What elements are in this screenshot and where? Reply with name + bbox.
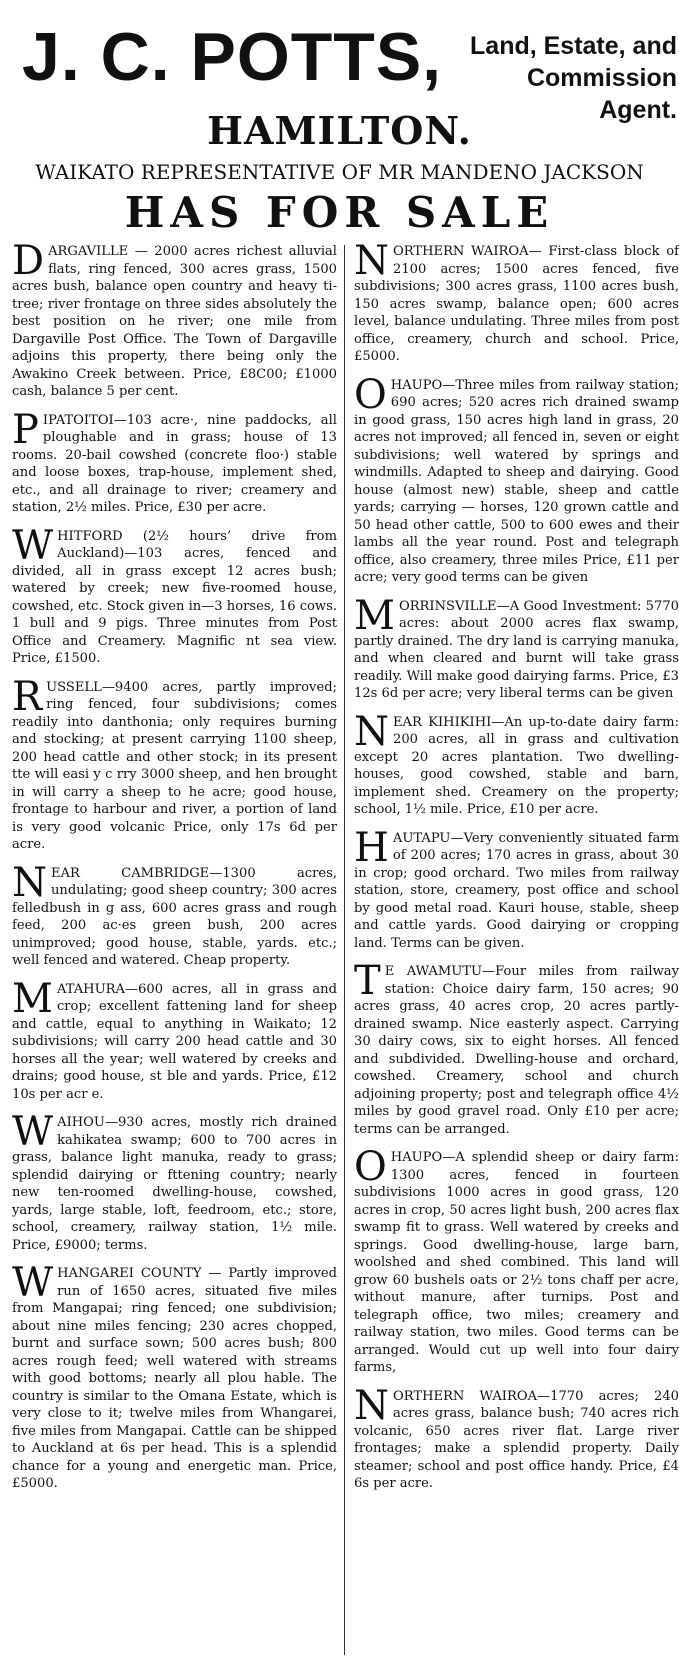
listing-matahura — [12, 975, 337, 1104]
drop-cap: M — [12, 975, 53, 1022]
listing-text: EAR CAMBRIDGE—1300 acres, undulating; good sheep country; 300 acres felledbush in g ass, 600 acres grass and rough feed, 200 ac·es green bush, 200 acres unimproved; good house, stable, yards. etc.; well fenced and watered. Cheap property. — [12, 865, 337, 968]
listing-waihou — [12, 1109, 337, 1254]
listing-whitford — [12, 522, 337, 668]
listing-text: HAUPO—Three miles from railway station; 690 acres; 520 acres rich drained swamp in good grass, 150 acres high land in grass, 20 acres not improved; all fenced in, seven or eight subdivisions; well watered by springs and windmills. Adapted to sheep and dairying. Good house (almost new) stable, sheep and cattle yards; carrying — horses, 120 grown cattle and 50 head other cattle, 500 to 600 ewes and their lambs all the year round. Post and telegraph office, also creamery, three miles Price, £11 per acre; very good terms can be given — [354, 377, 679, 585]
drop-cap: W — [12, 1260, 54, 1306]
listing-text: HANGAREI COUNTY — Partly improved run of 1650 acres, situated five miles from Mangapai; ring fenced; one subdivision; about nine miles fencing; 230 acres chopped, burnt and surface sown; 500 acres bush; 800 acres rough feed; well watered with streams with good bottoms; nearly all plou hable. The country is similar to the Omana Estate, which is very close to it; twelve miles from Whangarei, five miles from Mangapai. Cattle can be shipped to Auckland at 6s per head. This is a splendid chance for a young and energetic man. Price, £5000. — [12, 1266, 337, 1491]
town-heading: HAMILTON. — [207, 108, 472, 153]
listing-whangarei-county — [12, 1260, 337, 1493]
drop-cap: R — [12, 673, 43, 720]
left-column — [12, 238, 337, 1504]
listing-northern-wairoa-1770 — [354, 1382, 679, 1493]
listing-text: HITFORD (2½ hours’ drive from Auckland)—103 acres, fenced and divided, all in grass except 12 acres bush; watered by creek; new five-roomed house, cowshed, etc. Stock given in—3 horses, 16 cows. 1 bull and 9 pigs. Three minutes from Post Office and Creamery. Magnific nt sea view. Price, £1500. — [12, 528, 337, 666]
listing-near-cambridge — [12, 859, 337, 970]
drop-cap: O — [354, 371, 387, 418]
listing-near-kihikihi — [354, 708, 679, 819]
drop-cap: N — [354, 708, 389, 755]
listing-text: USSELL—9400 acres, partly improved; ring fenced, four subdivisions; comes readily into danthonia; only requires burning and stocking; at present carrying 1100 sheep, 200 head cattle and other stock; in its present tte will easi y c rry 3000 sheep, and hen brought in will carry a sheep to he acre; good house, frontage to harbour and river, a portion of land is very good volcanic Price, only 17s 6d per acre. — [12, 679, 337, 852]
drop-cap: W — [12, 1109, 54, 1155]
listing-dargaville — [12, 238, 337, 401]
listing-text: AIHOU—930 acres, mostly rich drained kahikatea swamp; 600 to 700 acres in grass, balance light manuka, ready to grass; splendid dairying or fttening country; nearly new ten-roomed dwelling-house, cowshed, yards, large stable, loft, feedroom, etc.; store, school, creamery, railway station, 1½ mile. Price, £9000; terms. — [12, 1115, 337, 1253]
listing-text: ORTHERN WAIROA—1770 acres; 240 acres grass, balance bush; 740 acres rich volcanic, 650 acres river flat. Large river frontages; make a splendid property. Daily steamer; school and post office handy. Price, £4 6s per acre. — [354, 1388, 679, 1491]
listing-ohaupo-690 — [354, 371, 679, 587]
listing-papatoitoi — [12, 406, 337, 517]
listing-columns — [0, 238, 679, 1663]
column-divider — [344, 245, 345, 1655]
agent-title-line-1: Land, Estate, and — [470, 32, 677, 60]
drop-cap: O — [354, 1144, 387, 1190]
listing-text: HAUPO—A splendid sheep or dairy farm: 1300 acres, fenced in fourteen subdivisions 1000 acres in good grass, 120 acres in crop, 50 acres light bush, 200 acres flax swamp fit to grass. Well watered by creeks and springs. Good dwelling-house, large barn, woolshed and shed combined. This land will grow 60 bushels oats or 2½ tons chaff per acre, without manure, after turnips. Post and telegraph office, two miles; creamery and railway station, two miles. Good terms can be arranged. Would cut up well into four dairy farms, — [354, 1150, 679, 1375]
listing-text: IPATOITOI—103 acre·, nine paddocks, all ploughable and in grass; house of 13 rooms. 20-bail cowshed (concrete floo·) stable and loose boxes, trap-house, implement shed, etc., and all drainage to river; creamery and station, 2½ miles. Price, £30 per acre. — [12, 412, 337, 515]
drop-cap: N — [12, 859, 47, 906]
listing-ohaupo-1300 — [354, 1144, 679, 1377]
drop-cap: D — [12, 238, 45, 284]
drop-cap: P — [12, 406, 39, 453]
drop-cap: N — [354, 238, 389, 284]
representative-line: WAIKATO REPRESENTATIVE OF MR MANDENO JACKSON — [35, 160, 644, 184]
listing-te-awamutu — [354, 958, 679, 1138]
listing-text: AUTAPU—Very conveniently situated farm of 200 acres; 170 acres in grass, about 30 in crop; good orchard. Two miles from railway station, store, creamery, post office and school by good metal road. Kauri house, stable, sheep and cattle yards. Good dairying or cropping land. Terms can be given. — [354, 830, 679, 951]
listing-text: ORTHERN WAIROA— First-class block of 2100 acres; 1500 acres fenced, five subdivisions; 300 acres grass, 1100 acres bush, 150 acres swamp, balance open; 600 acres level, balance undulating. Three miles from post office, creamery, church and school. Price, £5000. — [354, 244, 679, 364]
listing-text: E AWAMUTU—Four miles from railway station: Choice dairy farm, 150 acres; 90 acres grass, 40 acres crop, 20 acres partly-drained swamp. Nice easterly aspect. Carrying 30 dairy cows, six to eight horses. All fenced and subdivided. Dwelling-house and orchard, cowshed. Creamery, school and church adjoining property; post and telegraph office 4½ miles by good gravel road. Only £10 per acre; terms can be arranged. — [354, 964, 679, 1137]
listing-text: ARGAVILLE — 2000 acres richest alluvial flats, ring fenced, 300 acres grass, 1500 acres bush, balance open country and heavy ti-tree; river frontage on three sides absolutely the best position on he river; one mile from Dargaville Post Office. The Town of Dargaville adjoins this property, there being only the Awakino Creek between. Price, £8C00; £1000 cash, balance 5 per cent. — [12, 244, 337, 399]
drop-cap: N — [354, 1382, 389, 1429]
listing-russell — [12, 673, 337, 854]
advertisement-header — [0, 0, 679, 240]
listing-morrinsville — [354, 592, 679, 703]
drop-cap: M — [354, 592, 395, 639]
listing-text: ATAHURA—600 acres, all in grass and crop; excellent fattening land for sheep and cattle, equal to anything in Waikato; 12 subdivisions; will carry 200 head cattle and 30 horses all the year; well watered by creeks and drains; good house, st ble and yards. Price, £12 10s per acr e. — [12, 981, 337, 1102]
listing-hautapu — [354, 824, 679, 953]
listing-text: ORRINSVILLE—A Good Investment: 5770 acres: about 2000 acres flax swamp, partly drained. The dry land is carrying manuka, and when cleared and burnt will take grass readily. Will make good dairying farms. Price, £3 12s 6d per acre; very liberal terms can be given — [354, 598, 679, 701]
drop-cap: H — [354, 824, 389, 871]
agent-title-line-2: Commission Agent. — [526, 64, 677, 124]
drop-cap: W — [12, 522, 54, 569]
for-sale-heading: HAS FOR SALE — [124, 188, 555, 237]
listing-text: EAR KIHIKIHI—An up-to-date dairy farm: 200 acres, all in grass and cultivation except 20 acres plantation. Two dwelling-houses, good cowshed, stable and barn, implement shed. Creamery on the property; school, 1½ mile. Price, £10 per acre. — [354, 714, 679, 817]
drop-cap: T — [354, 958, 381, 1004]
listing-northern-wairoa-2100 — [354, 238, 679, 366]
right-column — [354, 238, 679, 1504]
agent-name: J. C. POTTS, — [22, 19, 443, 95]
